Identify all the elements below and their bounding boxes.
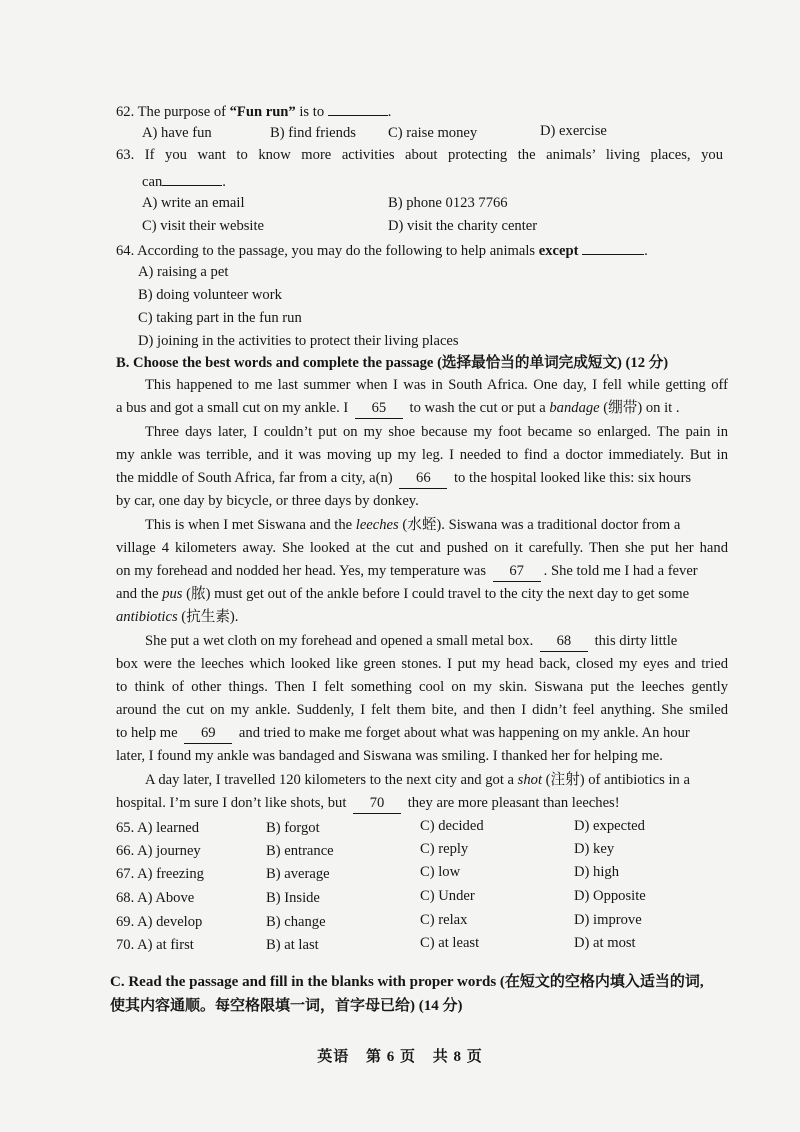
- q63-option-d: D) visit the charity center: [388, 218, 538, 234]
- q64-option-b: B) doing volunteer work: [138, 287, 282, 303]
- choice-67-c: C) low: [420, 864, 461, 880]
- choice-67-a: 67. A) freezing: [116, 866, 204, 882]
- choice-66-a: 66. A) journey: [116, 843, 201, 859]
- q63-option-a: A) write an email: [142, 195, 245, 211]
- choice-70-c: C) at least: [420, 935, 480, 951]
- passage-line: a bus and got a small cut on my ankle. I 65 to wash the cut or put a bandage (绷带) on it .: [116, 398, 728, 419]
- q63-option-c: C) visit their website: [142, 218, 265, 234]
- choice-66-c: C) reply: [420, 841, 469, 857]
- blank-69: 69: [184, 723, 232, 744]
- footer-subject: 英语: [317, 1049, 350, 1065]
- choice-69-a: 69. A) develop: [116, 914, 203, 930]
- choice-68-d: D) Opposite: [574, 888, 646, 904]
- question-63-stem-cont: can .: [142, 170, 754, 192]
- footer-page-number: 第 6 页: [365, 1049, 416, 1065]
- passage-line: antibiotics (抗生素).: [116, 609, 239, 625]
- choice-66-d: D) key: [574, 841, 615, 857]
- passage-line: to think of other things. Then I felt something cool on my skin. Siswana put the leeches gently: [116, 679, 728, 695]
- section-b-heading: B. Choose the best words and complete the passage (选择最恰当的单词完成短文) (12 分): [116, 355, 669, 371]
- q64-option-c: C) taking part in the fun run: [138, 310, 302, 326]
- choice-65-a: 65. A) learned: [116, 820, 200, 836]
- passage-line: Three days later, I couldn’t put on my shoe because my foot became so enlarged. The pain in: [145, 424, 728, 440]
- q62-option-a: A) have fun: [142, 125, 212, 141]
- q62-option-c: C) raise money: [388, 125, 478, 141]
- q62-option-b: B) find friends: [270, 125, 356, 141]
- choice-70-d: D) at most: [574, 935, 636, 951]
- q64-option-a: A) raising a pet: [138, 264, 229, 280]
- passage-line: She put a wet cloth on my forehead and opened a small metal box. 68 this dirty little: [145, 631, 757, 652]
- section-c-heading-cont: 使其内容通顺。每空格限填一词，首字母已给) (14 分): [110, 998, 463, 1014]
- choice-69-b: B) change: [266, 914, 326, 930]
- question-62-stem: 62. The purpose of “Fun run” is to .: [116, 100, 728, 122]
- passage-line: around the cut on my ankle. Suddenly, I felt them bite, and then I didn’t feel anything. She smiled: [116, 702, 728, 718]
- choice-66-b: B) entrance: [266, 843, 334, 859]
- q63-option-b: B) phone 0123 7766: [388, 195, 508, 211]
- section-c-heading: C. Read the passage and fill in the blanks with proper words (在短文的空格内填入适当的词,: [110, 974, 704, 990]
- passage-line: the middle of South Africa, far from a city, a(n) 66 to the hospital looked like this: six hours: [116, 468, 728, 489]
- question-64-stem: 64. According to the passage, you may do the following to help animals except .: [116, 239, 728, 261]
- choice-69-d: D) improve: [574, 912, 642, 928]
- passage-line: This is when I met Siswana and the leeches (水蛭). Siswana was a traditional doctor from a: [145, 517, 681, 533]
- passage-line: This happened to me last summer when I was in South Africa. One day, I fell while getting off: [145, 377, 728, 393]
- blank-67: 67: [493, 561, 541, 582]
- blank-66: 66: [399, 468, 447, 489]
- page-footer: [0, 1045, 800, 1066]
- question-63-stem: 63. If you want to know more activities about protecting the animals’ living places, you: [116, 147, 723, 163]
- answer-blank: [582, 239, 644, 255]
- choice-70-b: B) at last: [266, 937, 319, 953]
- choice-70-a: 70. A) at first: [116, 937, 194, 953]
- choice-68-b: B) Inside: [266, 890, 320, 906]
- blank-70: 70: [353, 793, 401, 814]
- q62-option-d: D) exercise: [540, 123, 607, 139]
- q64-option-d: D) joining in the activities to protect their living places: [138, 333, 459, 349]
- choice-65-b: B) forgot: [266, 820, 320, 836]
- answer-blank: [162, 170, 222, 186]
- choice-68-a: 68. A) Above: [116, 890, 195, 906]
- footer-total-pages: 共 8 页: [432, 1049, 483, 1065]
- passage-line: to help me 69 and tried to make me forget about what was happening on my ankle. An hour: [116, 723, 728, 744]
- choice-68-c: C) Under: [420, 888, 475, 904]
- choice-67-d: D) high: [574, 864, 619, 880]
- passage-line: later, I found my ankle was bandaged and Siswana was smiling. I thanked her for helping me.: [116, 748, 663, 764]
- passage-line: village 4 kilometers away. She looked at the cut and pushed on it carefully. Then she put her hand: [116, 540, 728, 556]
- choice-65-c: C) decided: [420, 818, 484, 834]
- passage-line: A day later, I travelled 120 kilometers to the next city and got a shot (注射) of antibiotics in a: [145, 772, 690, 788]
- passage-line: and the pus (脓) must get out of the ankle before I could travel to the city the next day to get some: [116, 586, 690, 602]
- passage-line: by car, one day by bicycle, or three days by donkey.: [116, 493, 419, 509]
- passage-line: box were the leeches which looked like green stones. I put my head back, closed my eyes and tried: [116, 656, 728, 672]
- choice-69-c: C) relax: [420, 912, 468, 928]
- passage-line: hospital. I’m sure I don’t like shots, but 70 they are more pleasant than leeches!: [116, 793, 728, 814]
- passage-line: my ankle was terrible, and it was moving up my leg. I needed to find a doctor immediately. But in: [116, 447, 728, 463]
- blank-68: 68: [540, 631, 588, 652]
- passage-line: on my forehead and nodded her head. Yes, my temperature was 67 . She told me I had a fever: [116, 561, 728, 582]
- choice-65-d: D) expected: [574, 818, 645, 834]
- choice-67-b: B) average: [266, 866, 330, 882]
- answer-blank: [328, 100, 388, 116]
- blank-65: 65: [355, 398, 403, 419]
